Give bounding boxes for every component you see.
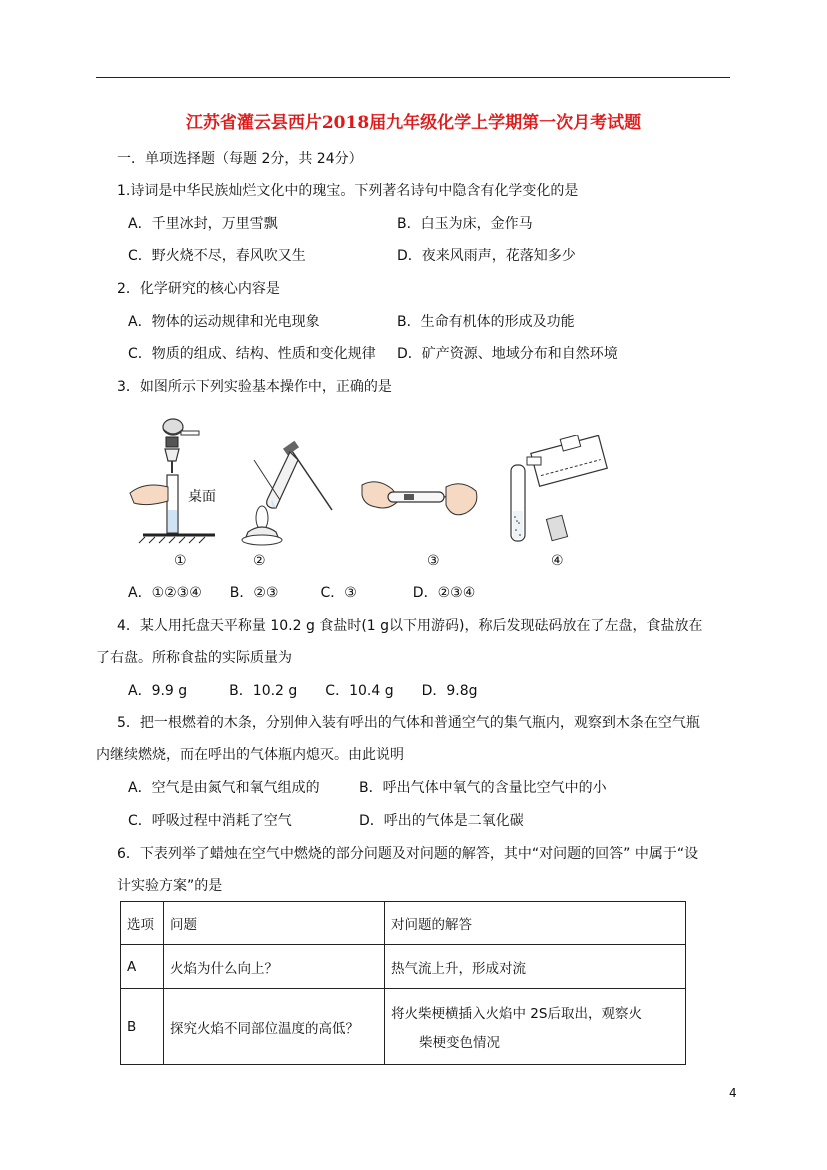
table-cell-question: 火焰为什么向上？ — [164, 945, 385, 989]
q2-option-c: C．物质的组成、结构、性质和变化规律 — [128, 346, 376, 362]
q1-option-d: D．夜来风雨声，花落知多少 — [397, 248, 576, 264]
fig-label-1: ① — [174, 553, 187, 569]
q1-option-c: C．野火烧不尽，春风吹又生 — [128, 248, 306, 264]
q6-stem-line2: 计实验方案”的是 — [117, 878, 223, 894]
q5-stem-line2: 内继续燃烧，而在呼出的气体瓶内熄灭。由此说明 — [96, 747, 404, 763]
q2-option-d: D．矿产资源、地域分布和自然环境 — [397, 346, 618, 362]
q3-stem: 3．如图所示下列实验基本操作中，正确的是 — [117, 379, 392, 395]
q2-stem: 2．化学研究的核心内容是 — [117, 281, 280, 297]
q4-stem-line2: 了右盘。所称食盐的实际质量为 — [96, 650, 292, 666]
fig-label-3: ③ — [427, 553, 440, 569]
fig1-dropper-illustration — [125, 415, 225, 545]
q2-option-b: B．生命有机体的形成及功能 — [397, 314, 575, 330]
q6-table — [120, 901, 686, 1065]
q4-stem-line1: 4．某人用托盘天平称量 10.2 g 食盐时(1 g以下用游码)，称后发现砝码放在了左盘，食盐放在 — [117, 618, 703, 634]
fig-label-4: ④ — [551, 553, 564, 569]
page-number: 4 — [729, 1086, 737, 1100]
fig3-test-tube-illustration — [360, 475, 480, 525]
fig1-desk-label: 桌面 — [188, 489, 216, 505]
table-cell-answer — [385, 989, 686, 1065]
fig4-pouring-illustration — [505, 435, 615, 545]
q1-option-a: A．千里冰封，万里雪飘 — [128, 216, 278, 232]
table-row — [121, 945, 686, 989]
table-cell-answer: 热气流上升，形成对流 — [385, 945, 686, 989]
table-header-row — [121, 902, 686, 945]
fig2-heating-illustration — [240, 440, 340, 550]
table-header-cell: 选项 — [121, 902, 164, 945]
q1-stem: 1.诗词是中华民族灿烂文化中的瑰宝。下列著名诗句中隐含有化学变化的是 — [117, 183, 579, 199]
q3-options: A．①②③④ B．②③ C．③ D．②③④ — [128, 585, 476, 601]
page-title: 江苏省灌云县西片2018届九年级化学上学期第一次月考试题 — [185, 113, 642, 133]
table-row — [121, 989, 686, 1065]
q1-option-b: B．白玉为床，金作马 — [397, 216, 533, 232]
answer-line-1: 将火柴梗横插入火焰中 2S后取出，观察火 — [391, 1005, 642, 1022]
fig-label-2: ② — [253, 553, 266, 569]
table-header-cell: 对问题的解答 — [385, 902, 686, 945]
q5-option-d: D．呼出的气体是二氧化碳 — [359, 813, 524, 829]
table-cell-question: 探究火焰不同部位温度的高低？ — [164, 989, 385, 1065]
q6-stem-line1: 6．下表列举了蜡烛在空气中燃烧的部分问题及对问题的解答，其中“对问题的回答” 中属于“设 — [117, 846, 699, 862]
q4-options: A．9.9 g B．10.2 g C．10.4 g D．9.8g — [128, 683, 478, 699]
q2-option-a: A．物体的运动规律和光电现象 — [128, 314, 320, 330]
answer-line-2: 柴梗变色情况 — [419, 1034, 500, 1051]
table-header-cell: 问题 — [164, 902, 385, 945]
q5-option-a: A．空气是由氮气和氧气组成的 — [128, 780, 320, 796]
section-heading: 一．单项选择题（每题 2分，共 24分） — [117, 151, 363, 167]
q5-option-c: C．呼吸过程中消耗了空气 — [128, 813, 292, 829]
table-cell-option: B — [121, 989, 164, 1065]
table-cell-option: A — [121, 945, 164, 989]
header-rule — [96, 77, 730, 78]
q5-option-b: B．呼出气体中氧气的含量比空气中的小 — [359, 780, 607, 796]
q5-stem-line1: 5．把一根燃着的木条，分别伸入装有呼出的气体和普通空气的集气瓶内，观察到木条在空气瓶 — [117, 715, 700, 731]
